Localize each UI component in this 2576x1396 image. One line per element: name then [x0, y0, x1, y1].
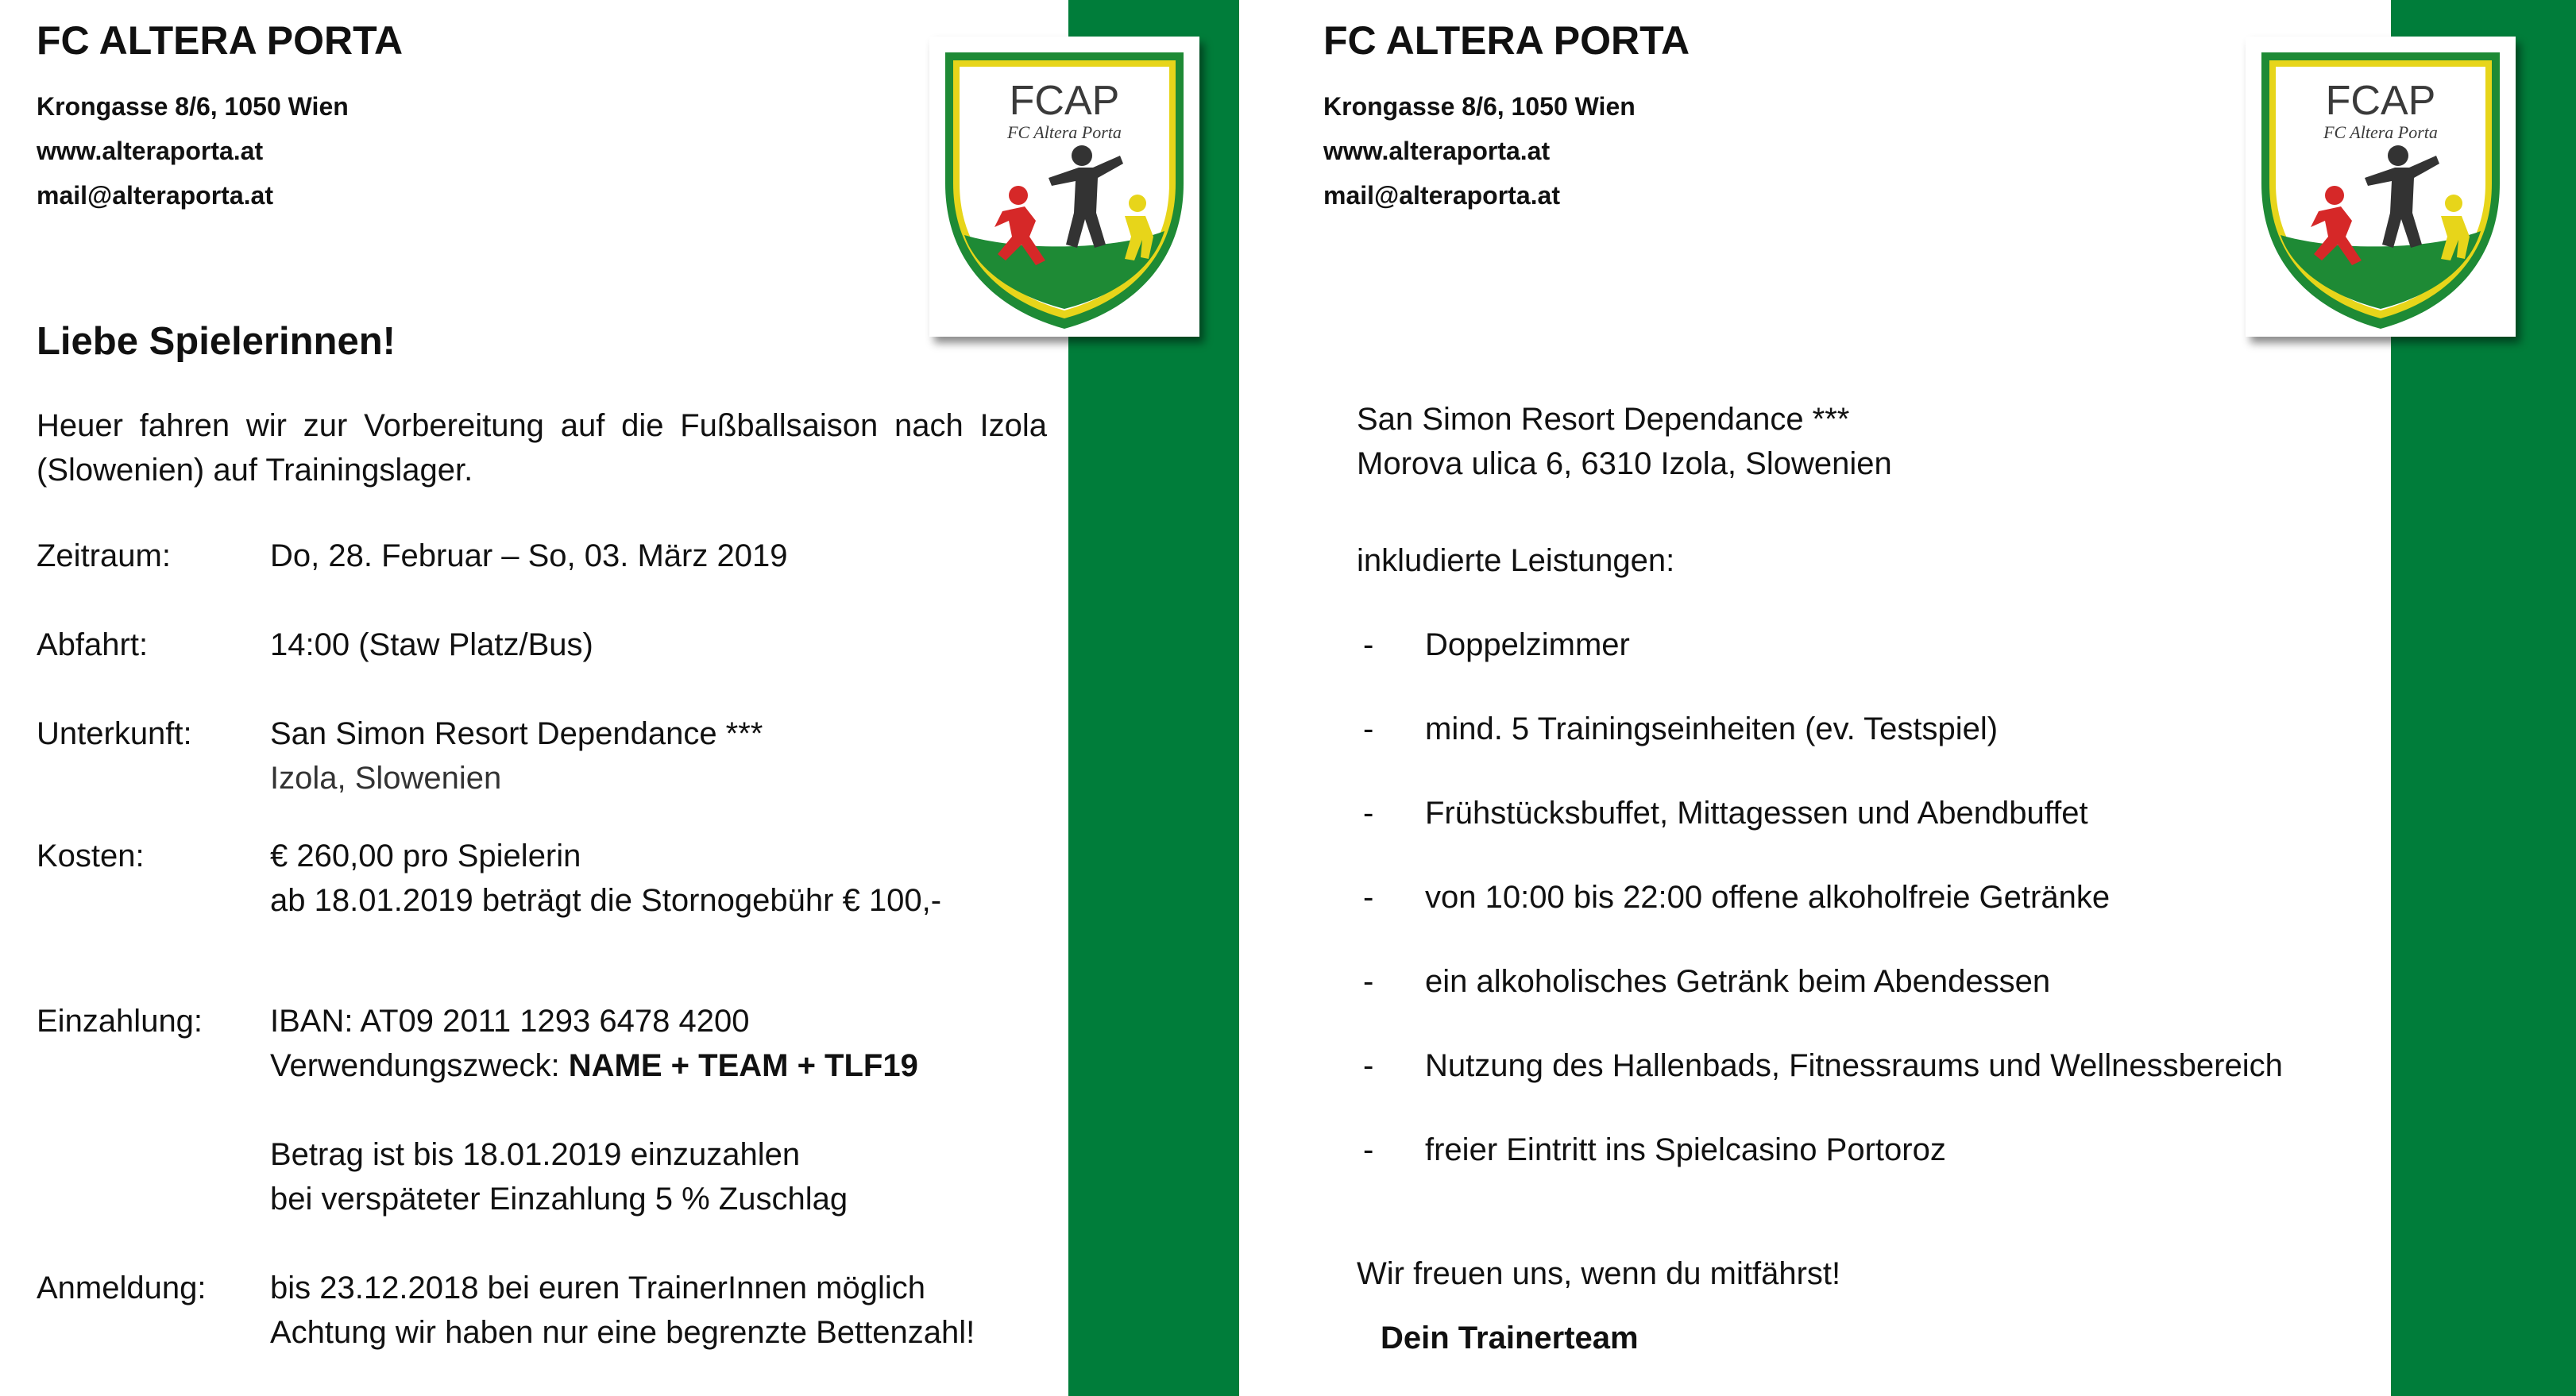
list-item: mind. 5 Trainingseinheiten (ev. Testspiel) [1425, 711, 1999, 746]
flyer-page-left [0, 0, 1239, 1396]
closing-text: Wir freuen uns, wenn du mitfährst! [1357, 1256, 1841, 1291]
list-item: Frühstücksbuffet, Mittagessen und Abendbuffet [1425, 796, 2088, 831]
club-website-link[interactable]: www.alteraporta.at [37, 137, 264, 165]
signature: Dein Trainerteam [1381, 1321, 1639, 1356]
abfahrt-value: 14:00 (Staw Platz/Bus) [270, 627, 593, 662]
club-website-link[interactable]: www.alteraporta.at [1323, 137, 1551, 165]
club-logo [929, 37, 1199, 337]
fcap-crest-icon [2246, 37, 2516, 337]
list-item: Doppelzimmer [1425, 627, 1630, 662]
anmeldung-note: Achtung wir haben nur eine begrenzte Bettenzahl! [270, 1315, 975, 1350]
included-heading: inkludierte Leistungen: [1357, 543, 1675, 578]
list-item: von 10:00 bis 22:00 offene alkoholfreie Getränke [1425, 880, 2111, 915]
list-bullet: - [1363, 1048, 1374, 1083]
hotel-address: Morova ulica 6, 6310 Izola, Slowenien [1357, 446, 1892, 481]
anmeldung-deadline: bis 23.12.2018 bei euren TrainerInnen möglich [270, 1271, 925, 1305]
flyer-page-right [1287, 0, 2576, 1396]
einzahlung-purpose [270, 1048, 918, 1084]
fcap-crest-icon [929, 37, 1199, 337]
einzahlung-label: Einzahlung: [37, 1004, 203, 1039]
svg-text:FCAP: FCAP [2325, 78, 2436, 124]
list-bullet: - [1363, 627, 1374, 662]
club-address: Krongasse 8/6, 1050 Wien [1323, 92, 1636, 121]
list-bullet: - [1363, 1132, 1374, 1167]
svg-text:FC Altera Porta: FC Altera Porta [2323, 122, 2438, 142]
club-email-link[interactable]: mail@alteraporta.at [37, 181, 273, 210]
purpose-value: NAME + TEAM + TLF19 [568, 1048, 918, 1083]
einzahlung-surcharge: bei verspäteter Einzahlung 5 % Zuschlag [270, 1182, 848, 1217]
club-address: Krongasse 8/6, 1050 Wien [37, 92, 349, 121]
club-name: FC ALTERA PORTA [37, 18, 404, 63]
list-item: freier Eintritt ins Spielcasino Portoroz [1425, 1132, 1946, 1167]
svg-text:FC Altera Porta: FC Altera Porta [1007, 122, 1122, 142]
zeitraum-label: Zeitraum: [37, 538, 171, 573]
unterkunft-hotel: San Simon Resort Dependance *** [270, 716, 763, 751]
abfahrt-label: Abfahrt: [37, 627, 149, 662]
list-item: Nutzung des Hallenbads, Fitnessraums und Wellnessbereich [1425, 1048, 2283, 1083]
einzahlung-iban: IBAN: AT09 2011 1293 6478 4200 [270, 1004, 750, 1039]
unterkunft-label: Unterkunft: [37, 716, 192, 751]
einzahlung-deadline: Betrag ist bis 18.01.2019 einzuzahlen [270, 1137, 801, 1172]
unterkunft-location: Izola, Slowenien [270, 761, 502, 796]
list-bullet: - [1363, 964, 1374, 999]
kosten-price: € 260,00 pro Spielerin [270, 839, 581, 873]
svg-text:FCAP: FCAP [1009, 78, 1120, 124]
list-bullet: - [1363, 880, 1374, 915]
purpose-prefix: Verwendungszweck: [270, 1048, 560, 1083]
zeitraum-value: Do, 28. Februar – So, 03. März 2019 [270, 538, 788, 573]
greeting: Liebe Spielerinnen! [37, 320, 396, 363]
list-bullet: - [1363, 711, 1374, 746]
list-item: ein alkoholisches Getränk beim Abendessen [1425, 964, 2051, 999]
kosten-storno: ab 18.01.2019 beträgt die Stornogebühr € 100,- [270, 883, 942, 918]
anmeldung-label: Anmeldung: [37, 1271, 207, 1305]
club-logo [2246, 37, 2516, 337]
hotel-name: San Simon Resort Dependance *** [1357, 402, 1850, 437]
kosten-label: Kosten: [37, 839, 145, 873]
intro-paragraph: Heuer fahren wir zur Vorbereitung auf die Fußballsaison nach Izola (Slowenien) auf Trainingslager. [37, 408, 1047, 488]
club-email-link[interactable]: mail@alteraporta.at [1323, 181, 1560, 210]
list-bullet: - [1363, 796, 1374, 831]
club-name: FC ALTERA PORTA [1323, 18, 1690, 63]
